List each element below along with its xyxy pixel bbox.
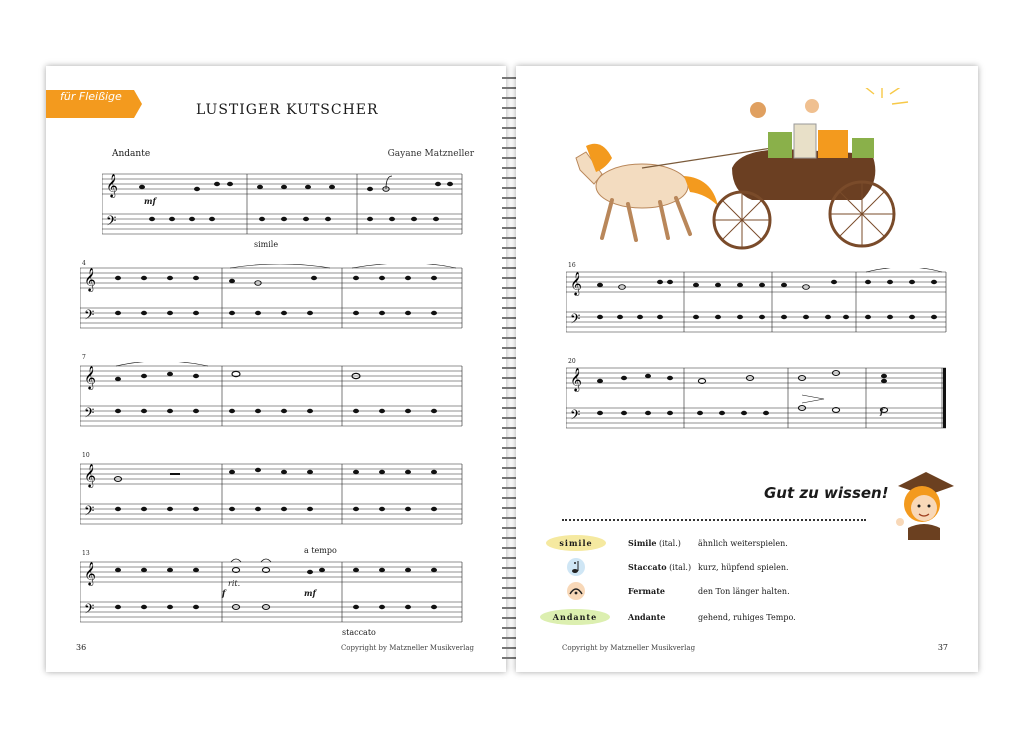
- glossary-description: ähnlich weiterspielen.: [698, 538, 788, 548]
- fermata-badge: [546, 583, 606, 599]
- glossary-row-simile: [546, 534, 788, 552]
- dynamic-mf: mf: [304, 588, 316, 598]
- info-heading: Gut zu wissen!: [764, 484, 889, 502]
- svg-text:𝄢: 𝄢: [84, 503, 95, 522]
- glossary-description: kurz, hüpfend spielen.: [698, 562, 789, 572]
- glossary-term: Staccato (ital.): [628, 562, 692, 572]
- measure-number: 20: [568, 358, 576, 365]
- music-system-4: [80, 460, 464, 530]
- svg-text:𝄞: 𝄞: [84, 463, 96, 487]
- glossary-term: Simile (ital.): [628, 538, 681, 548]
- copyright-notice: Copyright by Matzneller Musikverlag: [340, 644, 474, 652]
- horse-carriage-illustration: [572, 88, 932, 253]
- right-page: [516, 66, 978, 672]
- dynamic-f: f: [222, 588, 226, 598]
- ritardando-marking: rit.: [228, 579, 241, 588]
- svg-text:𝄢: 𝄢: [570, 311, 581, 330]
- page-tag-label: für Fleißige: [60, 90, 122, 103]
- song-title: LUSTIGER KUTSCHER: [196, 102, 379, 118]
- music-system-2: [80, 264, 464, 334]
- measure-number: 10: [82, 452, 90, 459]
- dynamic-mf: mf: [144, 196, 156, 206]
- fermata-icon: [566, 581, 586, 601]
- svg-text:𝄢: 𝄢: [106, 213, 117, 232]
- svg-text:𝄞: 𝄞: [84, 267, 96, 291]
- dynamic-f: f: [880, 406, 884, 416]
- page-number: 37: [937, 643, 948, 652]
- dotted-divider: [562, 519, 866, 521]
- music-system-5: [80, 558, 464, 628]
- glossary-row-andante: [546, 608, 796, 626]
- staccato-note-icon: [566, 557, 586, 577]
- glossary-description: den Ton länger halten.: [698, 586, 790, 596]
- measure-number: 4: [82, 260, 86, 267]
- page-number: 36: [76, 643, 87, 652]
- glossary-row-fermate: [546, 582, 790, 600]
- svg-text:𝄢: 𝄢: [570, 407, 581, 426]
- svg-text:𝄞: 𝄞: [84, 561, 96, 585]
- glossary-term: Andante: [628, 612, 666, 622]
- simile-badge: simile: [546, 535, 606, 551]
- svg-text:𝄞: 𝄞: [106, 173, 118, 197]
- staccato-badge: [546, 559, 606, 575]
- left-page: [46, 66, 506, 672]
- svg-text:𝄞: 𝄞: [84, 365, 96, 389]
- music-system-1: [102, 170, 464, 240]
- music-system-7: [566, 364, 950, 434]
- glossary-description: gehend, ruhiges Tempo.: [698, 612, 796, 622]
- a-tempo-marking: a tempo: [304, 546, 337, 555]
- andante-badge: Andante: [540, 609, 610, 625]
- copyright-notice: Copyright by Matzneller Musikverlag: [562, 644, 696, 652]
- music-system-6: [566, 268, 950, 338]
- svg-text:𝄢: 𝄢: [84, 405, 95, 424]
- composer-name: Gayane Matzneller: [387, 149, 474, 159]
- girl-graduate-illustration: [878, 462, 958, 542]
- svg-text:𝄞: 𝄞: [570, 271, 582, 295]
- staccato-marking: staccato: [342, 628, 376, 637]
- svg-text:𝄞: 𝄞: [570, 367, 582, 391]
- svg-text:𝄢: 𝄢: [84, 307, 95, 326]
- music-system-3: [80, 362, 464, 432]
- measure-number: 7: [82, 354, 86, 361]
- measure-number: 16: [568, 262, 576, 269]
- measure-number: 13: [82, 550, 90, 557]
- simile-marking: simile: [254, 240, 279, 249]
- svg-text:𝄢: 𝄢: [84, 601, 95, 620]
- glossary-term: Fermate: [628, 586, 665, 596]
- glossary-row-staccato: [546, 558, 789, 576]
- tempo-marking: Andante: [112, 149, 151, 159]
